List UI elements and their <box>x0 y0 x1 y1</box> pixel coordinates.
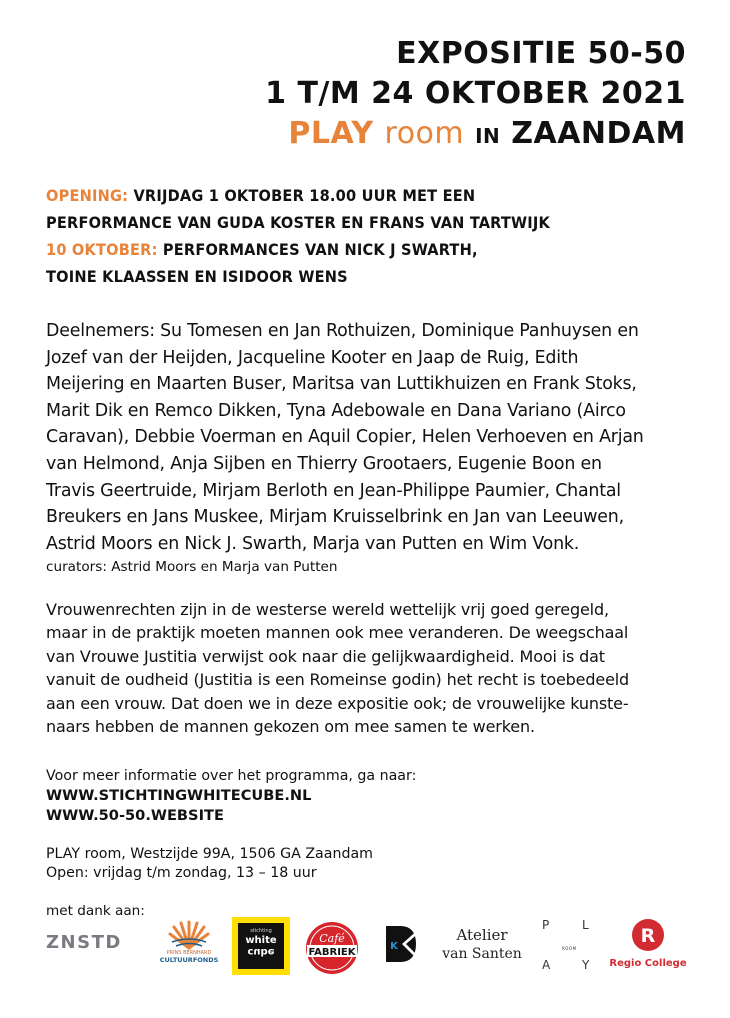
pbcf-line-1: PRINS BERNHARD <box>166 950 212 956</box>
dk-mark-icon <box>380 922 424 966</box>
venue-play: PLAY <box>288 116 374 151</box>
participants-line: Jozef van der Heijden, Jacqueline Kooter en Jaap de Ruig, Edith <box>46 347 579 368</box>
whitecube-link[interactable]: WWW.STICHTINGWHITECUBE.NL <box>46 787 312 804</box>
regio-r-icon <box>631 918 665 952</box>
participants-line: Marit Dik en Remco Dikken, Tyna Adebowale en Dana Variano (Airco <box>46 400 626 421</box>
dk-letter: K <box>390 941 398 952</box>
address-line: PLAY room, Westzijde 99A, 1506 GA Zaandam <box>46 846 373 862</box>
play-a: A <box>542 958 551 972</box>
intro-line: aan een vrouw. Dat doen we in deze expositie ook; de vrouwelijke kunste- <box>46 693 629 713</box>
play-room-logo <box>538 916 598 974</box>
white-cube-inner <box>238 923 284 969</box>
wc-cube: cube <box>247 946 275 957</box>
exhibition-title <box>265 34 686 156</box>
wc-stichting: stichting <box>250 928 272 934</box>
oct10-text-1: PERFORMANCES VAN NICK J SWARTH, <box>162 240 478 259</box>
venue-address <box>46 845 373 883</box>
participants-line: Meijering en Maarten Buser, Maritsa van Luttikhuizen en Frank Stoks, <box>46 374 637 395</box>
participants-line: van Helmond, Anja Sijben en Thierry Grootaers, Eugenie Boon en <box>46 453 602 474</box>
play-room: ROOM <box>562 946 577 951</box>
intro-paragraph <box>46 598 696 738</box>
oct10-line-1 <box>46 236 686 263</box>
intro-line: vanuit de oudheid (Justitia is een Romeinse godin) het recht is toebedeeld <box>46 670 630 690</box>
intro-line: maar in de praktijk moeten mannen ook mee veranderen. De weegschaal <box>46 623 629 643</box>
cafe-fabriek-logo <box>304 920 360 976</box>
more-info-text: Voor meer informatie over het programma, ga naar: <box>46 768 417 784</box>
regio-college-name: Regio College <box>609 958 687 969</box>
title-line-2: 1 T/M 24 OKTOBER 2021 <box>265 76 686 111</box>
participants-line: Astrid Moors en Nick J. Swarth, Marja van Putten en Wim Vonk. <box>46 533 580 554</box>
fifty-fifty-link[interactable]: WWW.50-50.WEBSITE <box>46 807 224 824</box>
intro-line: naars hebben de mannen gekozen om mee samen te werken. <box>46 717 535 737</box>
participants-line: Caravan), Debbie Voerman en Aquil Copier, Helen Verhoeven en Arjan <box>46 427 644 448</box>
opening-label: OPENING: <box>46 186 129 205</box>
intro-line: Vrouwenrechten zijn in de westerse wereld wettelijk vrij goed geregeld, <box>46 600 609 619</box>
prins-bernhard-cultuurfonds-logo <box>156 920 222 964</box>
play-y: Y <box>582 958 590 972</box>
sponsor-logos <box>0 910 730 990</box>
participants-line: Deelnemers: Su Tomesen en Jan Rothuizen, Dominique Panhuysen en <box>46 321 639 341</box>
title-line-3 <box>265 114 686 156</box>
more-info <box>46 766 686 826</box>
wc-white: white <box>245 935 277 946</box>
opening-line-1 <box>46 182 686 209</box>
regio-college-logo <box>606 918 690 969</box>
title-in: IN <box>475 124 501 148</box>
curators-line: curators: Astrid Moors en Marja van Putten <box>46 559 338 575</box>
intro-line: van Vrouwe Justitia verwijst ook naar die gelijkwaardigheid. Mooi is dat <box>46 646 605 666</box>
cafe-fabriek-badge-icon <box>304 920 360 976</box>
fan-icon <box>166 920 212 950</box>
pbcf-line-2: CULTUURFONDS <box>159 956 219 964</box>
thanks-label: met dank aan: <box>46 903 145 919</box>
title-city: ZAANDAM <box>511 116 686 151</box>
play-l: L <box>582 918 589 932</box>
participants-line: Travis Geertruide, Mirjam Berloth en Jean-Philippe Paumier, Chantal <box>46 480 621 501</box>
play-p: P <box>542 918 550 932</box>
cafe-name-text: FABRIEK <box>308 947 356 958</box>
opening-hours: Open: vrijdag t/m zondag, 13 – 18 uur <box>46 865 317 881</box>
participants-paragraph <box>46 318 696 557</box>
oct10-line-2: TOINE KLAASSEN EN ISIDOOR WENS <box>46 267 348 286</box>
title-line-1: EXPOSITIE 50-50 <box>396 36 686 71</box>
event-schedule <box>46 182 686 290</box>
cafe-top-text: Café <box>319 932 345 945</box>
venue-room: room <box>384 116 465 151</box>
atelier-line-2: van Santen <box>442 946 522 962</box>
opening-text-1: VRIJDAG 1 OKTOBER 18.00 UUR MET EEN <box>133 186 476 205</box>
znstd-logo: ZNSTD <box>46 932 122 953</box>
atelier-van-santen-logo <box>438 926 526 964</box>
regio-r-letter: R <box>640 925 656 947</box>
white-cube-logo <box>232 917 290 975</box>
participants-line: Breukers en Jans Muskee, Mirjam Kruisselbrink en Jan van Leeuwen, <box>46 507 624 528</box>
atelier-line-1: Atelier <box>456 926 508 944</box>
opening-line-2: PERFORMANCE VAN GUDA KOSTER EN FRANS VAN TARTWIJK <box>46 213 550 232</box>
dk-logo <box>380 922 424 966</box>
oct10-label: 10 OKTOBER: <box>46 240 158 259</box>
